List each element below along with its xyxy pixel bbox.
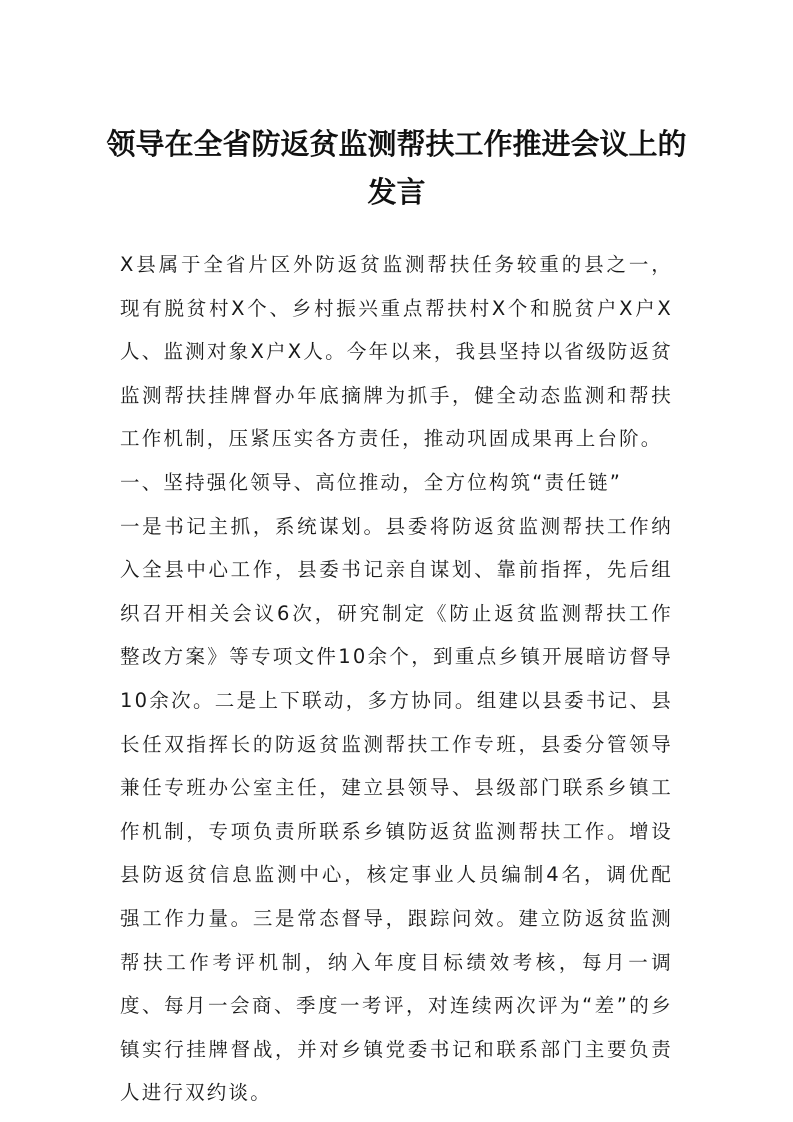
section-heading: 一、坚持强化领导、高位推动，全方位构筑“责任链” xyxy=(120,470,623,494)
document-title: 领导在全省防返贫监测帮扶工作推进会议上的发言 xyxy=(106,127,687,209)
document-body xyxy=(120,243,673,1115)
section-paragraph: 一是书记主抓，系统谋划。县委将防返贫监测帮扶工作纳入全县中心工作，县委书记亲自谋划、靠前指挥，先后组织召开相关会议6次，研究制定《防止返贫监测帮扶工作整改方案》等专项文件10余个，到重点乡镇开展暗访督导10余次。二是上下联动，多方协同。组建以县委书记、县长任双指挥长的防返贫监测帮扶工作专班，县委分管领导兼任专班办公室主任，建立县领导、县级部门联系乡镇工作机制，专项负责所联系乡镇防返贫监测帮扶工作。增设县防返贫信息监测中心，核定事业人员编制4名，调优配强工作力量。三是常态督导，跟踪问效。建立防返贫监测帮扶工作考评机制，纳入年度目标绩效考核，每月一调度、每月一会商、季度一考评，对连续两次评为“差”的乡镇实行挂牌督战，并对乡镇党委书记和联系部门主要负责人进行双约谈。 xyxy=(120,514,673,1105)
intro-paragraph: X县属于全省片区外防返贫监测帮扶任务较重的县之一，现有脱贫村X个、乡村振兴重点帮扶村X个和脱贫户X户X人、监测对象X户X人。今年以来，我县坚持以省级防返贫监测帮扶挂牌督办年底摘牌为抓手，健全动态监测和帮扶工作机制，压紧压实各方责任，推动巩固成果再上台阶。 xyxy=(120,253,673,451)
